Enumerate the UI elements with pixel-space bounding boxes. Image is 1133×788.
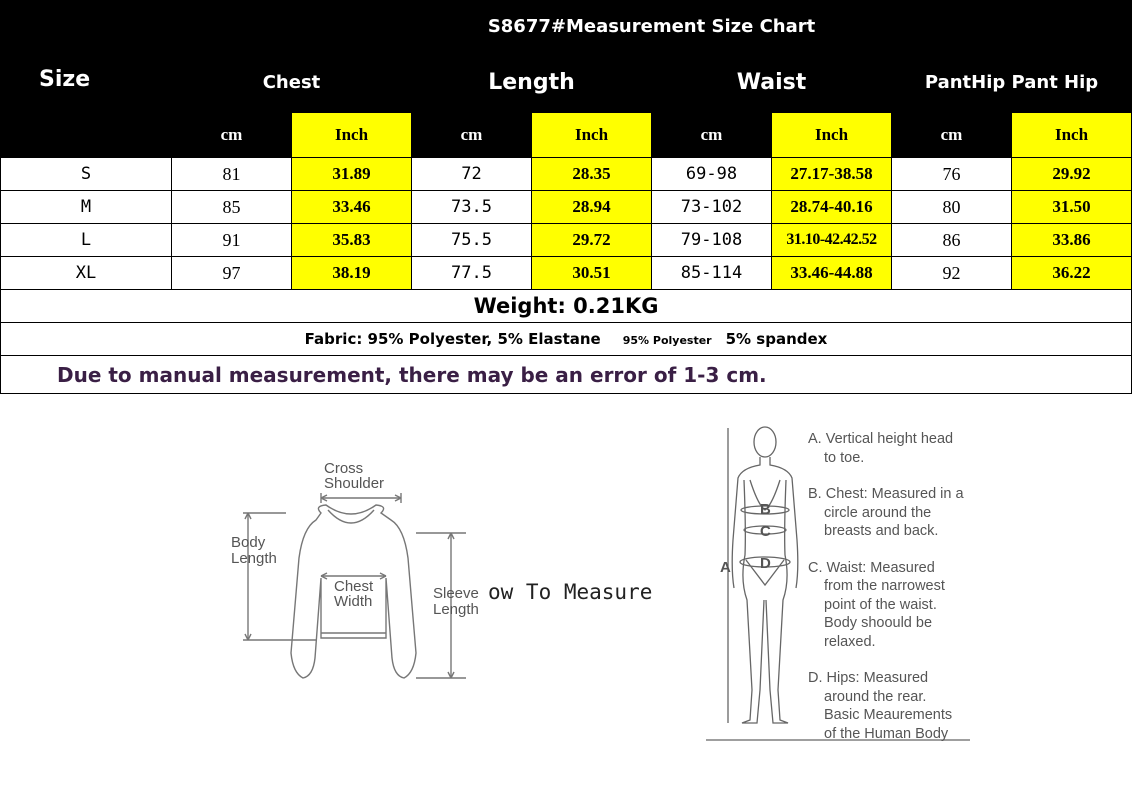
length-header: Length	[412, 53, 652, 113]
hip-cm-cell: 92	[892, 257, 1012, 290]
label-d: D	[760, 555, 771, 572]
waist-cm-cell: 69-98	[652, 158, 772, 191]
hip-cm-cell: 86	[892, 224, 1012, 257]
size-chart-table	[0, 0, 1132, 394]
chest-cm-cell: 81	[172, 158, 292, 191]
note-c-line-5: relaxed.	[824, 633, 876, 650]
label-b: B	[760, 501, 771, 518]
waist-header: Waist	[652, 53, 892, 113]
table-row	[1, 257, 1132, 290]
cross-shoulder-label-1: Cross	[324, 460, 364, 477]
chest-width-label-1: Chest	[334, 578, 374, 595]
hip-inch-cell: 31.50	[1012, 191, 1132, 224]
hip-header: PantHip Pant Hip	[892, 53, 1132, 113]
size-cell: S	[1, 158, 172, 191]
note-b-line-2: circle around the	[824, 504, 932, 521]
length-cm-cell: 77.5	[412, 257, 532, 290]
length-cm-cell: 73.5	[412, 191, 532, 224]
shirt-measure-diagram	[226, 448, 496, 693]
table-row	[1, 224, 1132, 257]
note-d-line-1: D. Hips: Measured	[808, 670, 929, 686]
fabric-small: 95% Polyester	[622, 334, 712, 347]
hip-inch-cell: 33.86	[1012, 224, 1132, 257]
waist-inch-cell: 33.46-44.88	[772, 257, 892, 290]
chest-inch-cell: 31.89	[292, 158, 412, 191]
length-cm-cell: 72	[412, 158, 532, 191]
body-measure-notes	[808, 430, 978, 761]
chest-inch-header: Inch	[292, 113, 412, 158]
sleeve-length-label-2: Length	[433, 601, 479, 618]
waist-inch-cell: 28.74-40.16	[772, 191, 892, 224]
length-inch-cell: 28.94	[532, 191, 652, 224]
note-d-line-4: of the Human Body	[824, 725, 949, 742]
hip-cm-cell: 80	[892, 191, 1012, 224]
hip-inch-cell: 36.22	[1012, 257, 1132, 290]
chest-width-label-2: Width	[334, 593, 373, 610]
measurement-note: Due to manual measurement, there may be an error of 1-3 cm.	[1, 356, 1132, 394]
note-b-line-3: breasts and back.	[824, 523, 939, 539]
cross-shoulder-label-2: Shoulder	[324, 475, 385, 492]
table-row	[1, 191, 1132, 224]
length-inch-cell: 28.35	[532, 158, 652, 191]
note-c-line-2: from the narrowest	[824, 578, 945, 594]
fabric-main: Fabric: 95% Polyester, 5% Elastane	[304, 330, 601, 348]
size-cell: M	[1, 191, 172, 224]
chest-cm-cell: 91	[172, 224, 292, 257]
label-a: A	[720, 559, 731, 576]
note-c-line-4: Body shoould be	[824, 615, 933, 631]
waist-cm-cell: 73-102	[652, 191, 772, 224]
chest-inch-cell: 33.46	[292, 191, 412, 224]
body-length-label-2: Length	[231, 550, 277, 567]
size-header: Size	[1, 1, 172, 158]
chest-inch-cell: 35.83	[292, 224, 412, 257]
how-to-measure-text: ow To Measure	[488, 580, 653, 604]
note-a-line-1: A. Vertical height head	[808, 431, 954, 447]
length-inch-cell: 29.72	[532, 224, 652, 257]
chart-title: S8677#Measurement Size Chart	[172, 1, 1132, 53]
length-inch-header: Inch	[532, 113, 652, 158]
fabric-extra: 5% spandex	[725, 330, 828, 348]
waist-inch-cell: 27.17-38.58	[772, 158, 892, 191]
length-inch-cell: 30.51	[532, 257, 652, 290]
note-d-line-3: Basic Meaurements	[824, 707, 953, 723]
weight-row: Weight: 0.21KG	[1, 290, 1132, 323]
note-d-line-2: around the rear.	[824, 688, 927, 705]
chest-cm-cell: 97	[172, 257, 292, 290]
chest-cm-header: cm	[172, 113, 292, 158]
fabric-row	[1, 323, 1132, 356]
waist-inch-cell: 31.10-42.42.52	[772, 224, 892, 257]
table-row	[1, 158, 1132, 191]
waist-cm-cell: 85-114	[652, 257, 772, 290]
chest-inch-cell: 38.19	[292, 257, 412, 290]
hip-cm-cell: 76	[892, 158, 1012, 191]
hip-cm-header: cm	[892, 113, 1012, 158]
chest-header: Chest	[172, 53, 412, 113]
waist-inch-header: Inch	[772, 113, 892, 158]
note-c-line-3: point of the waist.	[824, 596, 937, 613]
size-cell: XL	[1, 257, 172, 290]
length-cm-cell: 75.5	[412, 224, 532, 257]
label-c: C	[760, 523, 771, 540]
length-cm-header: cm	[412, 113, 532, 158]
sleeve-length-label-1: Sleeve	[433, 585, 479, 602]
body-length-label-1: Body	[231, 534, 266, 551]
note-c-line-1: C. Waist: Measured	[808, 559, 935, 576]
hip-inch-header: Inch	[1012, 113, 1132, 158]
waist-cm-cell: 79-108	[652, 224, 772, 257]
note-a-line-2: to toe.	[824, 449, 865, 466]
chest-cm-cell: 85	[172, 191, 292, 224]
note-b-line-1: B. Chest: Measured in a	[808, 486, 964, 502]
size-cell: L	[1, 224, 172, 257]
waist-cm-header: cm	[652, 113, 772, 158]
hip-inch-cell: 29.92	[1012, 158, 1132, 191]
